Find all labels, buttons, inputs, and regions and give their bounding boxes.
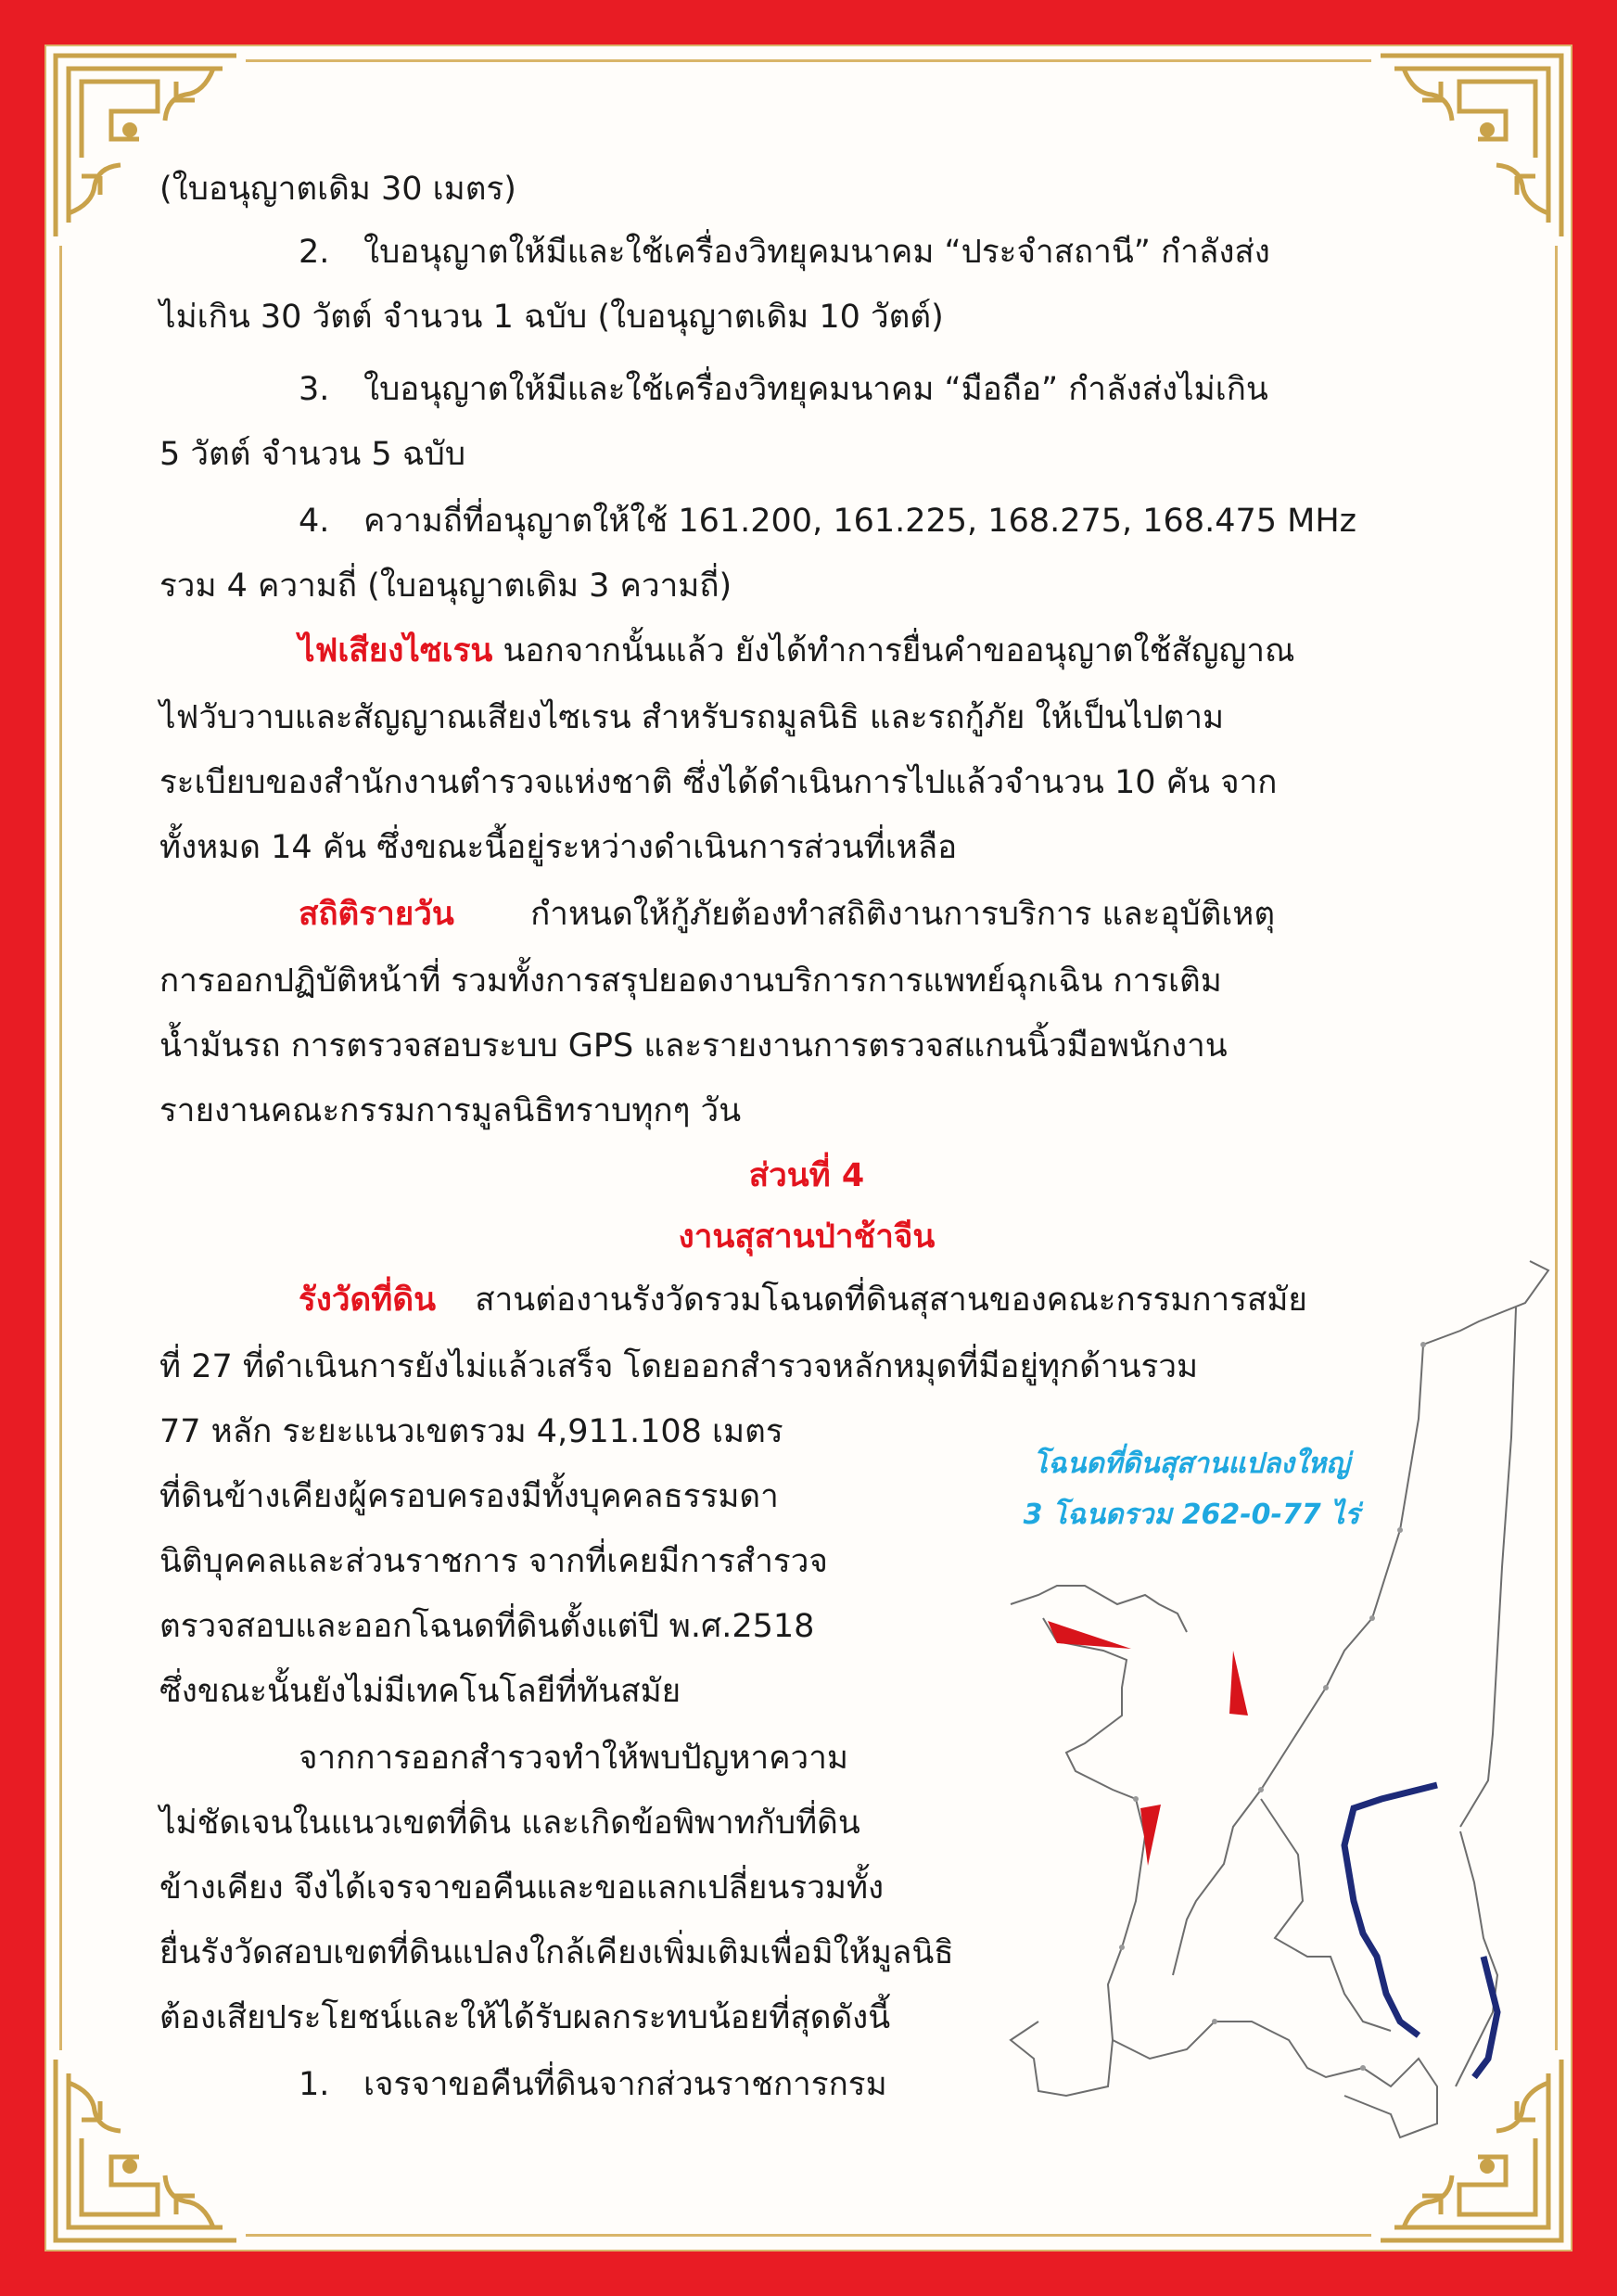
- list-number: 1.: [299, 2066, 330, 2103]
- map-caption-title: โฉนดที่ดินสุสานแปลงใหญ่: [1033, 1448, 1350, 1480]
- siren-paragraph-start: [299, 625, 1454, 676]
- text-line: 5 วัตต์ จำนวน 5 ฉบับ: [159, 436, 466, 473]
- text-line: 77 หลัก ระยะแนวเขตรวม 4,911.108 เมตร: [159, 1413, 783, 1450]
- exchange-boundary-blue: [1474, 1957, 1497, 2077]
- text-line: ไฟวับวาบและสัญญาณเสียงไซเรน สำหรับรถมูลนิธิ และรถกู้ภัย ให้เป็นไปตาม: [159, 699, 1225, 736]
- exchange-boundary-blue: [1344, 1785, 1437, 2035]
- text-line: ตรวจสอบและออกโฉนดที่ดินตั้งแต่ปี พ.ศ.2518: [159, 1608, 815, 1645]
- list-number: 4.: [299, 503, 330, 540]
- disputed-area-red: [1229, 1651, 1248, 1716]
- list-text: ใบอนุญาตให้มีและใช้เครื่องวิทยุคมนาคม “ประจำสถานี” กำลังส่ง: [363, 234, 1270, 271]
- text-line: การออกปฏิบัติหน้าที่ รวมทั้งการสรุปยอดงานบริการการแพทย์ฉุกเฉิน การเติม: [159, 963, 1222, 1000]
- list-number: 3.: [299, 371, 330, 408]
- text-line: รายงานคณะกรรมการมูลนิธิทราบทุกๆ วัน: [159, 1092, 742, 1129]
- text-line: ข้างเคียง จึงได้เจรจาขอคืนและขอแลกเปลี่ยนรวมทั้ง: [159, 1869, 885, 1907]
- plot-boundary: [1011, 1261, 1548, 2137]
- text-line: ระเบียบของสำนักงานตำรวจแห่งชาติ ซึ่งได้ดำเนินการไปแล้วจำนวน 10 คัน จาก: [159, 764, 1278, 801]
- disputed-area-red: [1048, 1621, 1131, 1649]
- text-line: ทั้งหมด 14 คัน ซึ่งขณะนี้อยู่ระหว่างดำเนินการส่วนที่เหลือ: [159, 829, 958, 866]
- list-number: 2.: [299, 234, 330, 271]
- text-line: ที่ดินข้างเคียงผู้ครอบครองมีทั้งบุคคลธรรมดา: [159, 1478, 779, 1515]
- text-line: นิติบุคคลและส่วนราชการ จากที่เคยมีการสำรวจ: [159, 1543, 828, 1580]
- text-line: น้ำมันรถ การตรวจสอบระบบ GPS และรายงานการตรวจสแกนนิ้วมือพนักงาน: [159, 1027, 1228, 1065]
- list-text: เจรจาขอคืนที่ดินจากส่วนราชการกรม: [363, 2066, 887, 2103]
- disputed-area-red: [1140, 1805, 1161, 1866]
- land-plot-map: [955, 1252, 1576, 2179]
- list-text: ความถี่ที่อนุญาตให้ใช้ 161.200, 161.225, 168.275, 168.475 MHz: [363, 503, 1357, 540]
- list-item: [299, 364, 1454, 415]
- stats-paragraph-start: [299, 888, 1454, 939]
- text-line: ไม่เกิน 30 วัตต์ จำนวน 1 ฉบับ (ใบอนุญาตเดิม 10 วัตต์): [159, 299, 944, 336]
- text-line: จากการออกสำรวจทำให้พบปัญหาความ: [299, 1740, 848, 1777]
- border-line-left: [59, 246, 62, 2050]
- text-line: ซึ่งขณะนั้นยังไม่มีเทคโนโลยีที่ทันสมัย: [159, 1673, 681, 1710]
- map-caption-area: 3 โฉนดรวม 262-0-77 ไร่: [1023, 1499, 1360, 1531]
- fence-heading: รังวัดที่ดิน: [299, 1282, 436, 1319]
- stats-heading: สถิติรายวัน: [299, 896, 454, 933]
- text-line: ที่ 27 ที่ดำเนินการยังไม่แล้วเสร็จ โดยออกสำรวจหลักหมุดที่มีอยู่ทุกด้านรวม: [159, 1348, 1199, 1385]
- list-item: [299, 226, 1454, 277]
- list-item: [299, 495, 1454, 546]
- text-line: กำหนดให้กู้ภัยต้องทำสถิติงานการบริการ และอุบัติเหตุ: [530, 896, 1276, 933]
- text-line: นอกจากนั้นแล้ว ยังได้ทำการยื่นคำขออนุญาตใช้สัญญาณ: [503, 632, 1295, 670]
- siren-heading: ไฟเสียงไซเรน: [299, 632, 493, 670]
- text-line: สานต่องานรังวัดรวมโฉนดที่ดินสุสานของคณะกรรมการสมัย: [475, 1282, 1307, 1319]
- text-line: รวม 4 ความถี่ (ใบอนุญาตเดิม 3 ความถี่): [159, 568, 732, 605]
- list-text: ใบอนุญาตให้มีและใช้เครื่องวิทยุคมนาคม “มือถือ” กำลังส่งไม่เกิน: [363, 371, 1268, 408]
- text-line: ไม่ชัดเจนในแนวเขตที่ดิน และเกิดข้อพิพาทกับที่ดิน: [159, 1805, 860, 1842]
- text-line: ยื่นรังวัดสอบเขตที่ดินแปลงใกล้เคียงเพิ่มเติมเพื่อมิให้มูลนิธิ: [159, 1934, 954, 1971]
- section-subtitle: งานสุสานป่าช้าจีน: [678, 1218, 936, 1256]
- text-line: ต้องเสียประโยชน์และให้ได้รับผลกระทบน้อยที่สุดดังนี้: [159, 1999, 891, 2036]
- section-title: ส่วนที่ 4: [748, 1157, 865, 1194]
- text-line: (ใบอนุญาตเดิม 30 เมตร): [159, 171, 516, 208]
